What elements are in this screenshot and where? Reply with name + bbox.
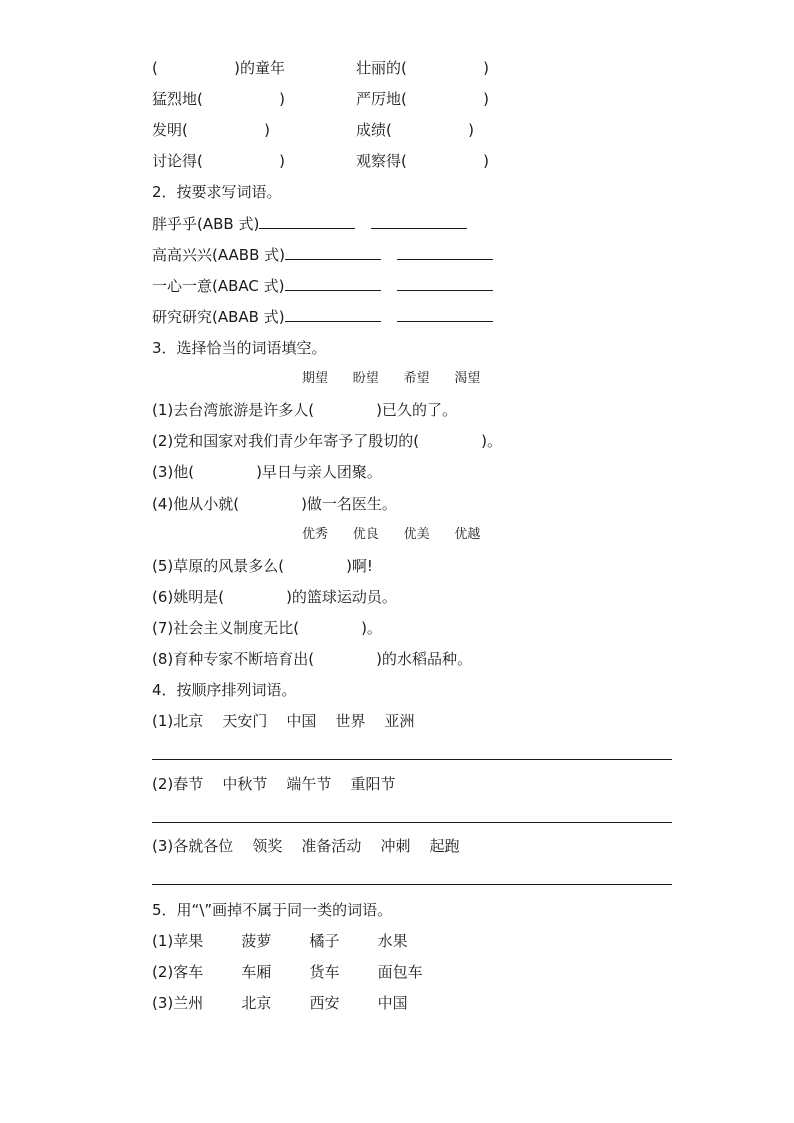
order-item: (2)春节 中秋节 端午节 重阳节	[152, 775, 396, 793]
question-heading: 3．选择恰当的词语填空。	[152, 339, 327, 357]
category-item: (3)兰州 北京 西安 中国	[152, 994, 408, 1012]
fill-blank-item: 讨论得( )	[152, 152, 285, 170]
category-item: (1)苹果 菠萝 橘子 水果	[152, 932, 408, 950]
fill-blank-item: (7)社会主义制度无比( )。	[152, 619, 382, 637]
fill-blank-item: (4)他从小就( )做一名医生。	[152, 495, 397, 513]
word-bank: 优秀 优良 优美 优越	[302, 527, 481, 542]
word-form-item	[152, 245, 493, 265]
answer-blank[interactable]	[285, 276, 381, 291]
answer-line[interactable]	[152, 759, 672, 760]
word-form-label: 一心一意(ABAC 式)	[152, 277, 285, 295]
fill-blank-item: 发明( )	[152, 121, 270, 139]
fill-blank-item: (3)他( )早日与亲人团聚。	[152, 463, 382, 481]
question-heading: 5．用“\”画掉不属于同一类的词语。	[152, 901, 393, 919]
question-heading: 4．按顺序排列词语。	[152, 681, 297, 699]
fill-blank-item: 严厉地( )	[356, 90, 489, 108]
answer-blank[interactable]	[397, 276, 493, 291]
answer-blank[interactable]	[285, 307, 381, 322]
answer-blank[interactable]	[285, 245, 381, 260]
fill-blank-item: 成绩( )	[356, 121, 474, 139]
fill-blank-item: 观察得( )	[356, 152, 489, 170]
word-form-label: 研究研究(ABAB 式)	[152, 308, 285, 326]
fill-blank-item: (8)育种专家不断培育出( )的水稻品种。	[152, 650, 472, 668]
answer-line[interactable]	[152, 822, 672, 823]
fill-blank-item: (5)草原的风景多么( )啊!	[152, 557, 373, 575]
question-heading: 2．按要求写词语。	[152, 183, 282, 201]
answer-blank[interactable]	[371, 214, 467, 229]
answer-line[interactable]	[152, 884, 672, 885]
word-form-item	[152, 307, 493, 327]
word-form-item	[152, 214, 467, 234]
category-item: (2)客车 车厢 货车 面包车	[152, 963, 423, 981]
fill-blank-item: 壮丽的( )	[356, 59, 489, 77]
word-bank: 期望 盼望 希望 渴望	[302, 371, 481, 386]
word-form-item	[152, 276, 493, 296]
order-item: (3)各就各位 领奖 准备活动 冲刺 起跑	[152, 837, 460, 855]
answer-blank[interactable]	[259, 214, 355, 229]
answer-blank[interactable]	[397, 307, 493, 322]
word-form-label: 胖乎乎(ABB 式)	[152, 215, 260, 233]
order-item: (1)北京 天安门 中国 世界 亚洲	[152, 712, 415, 730]
fill-blank-item: (1)去台湾旅游是许多人( )已久的了。	[152, 401, 457, 419]
fill-blank-item: (2)党和国家对我们青少年寄予了殷切的( )。	[152, 432, 502, 450]
fill-blank-item: (6)姚明是( )的篮球运动员。	[152, 588, 397, 606]
word-form-label: 高高兴兴(AABB 式)	[152, 246, 285, 264]
fill-blank-item: ( )的童年	[152, 59, 285, 77]
answer-blank[interactable]	[397, 245, 493, 260]
fill-blank-item: 猛烈地( )	[152, 90, 285, 108]
